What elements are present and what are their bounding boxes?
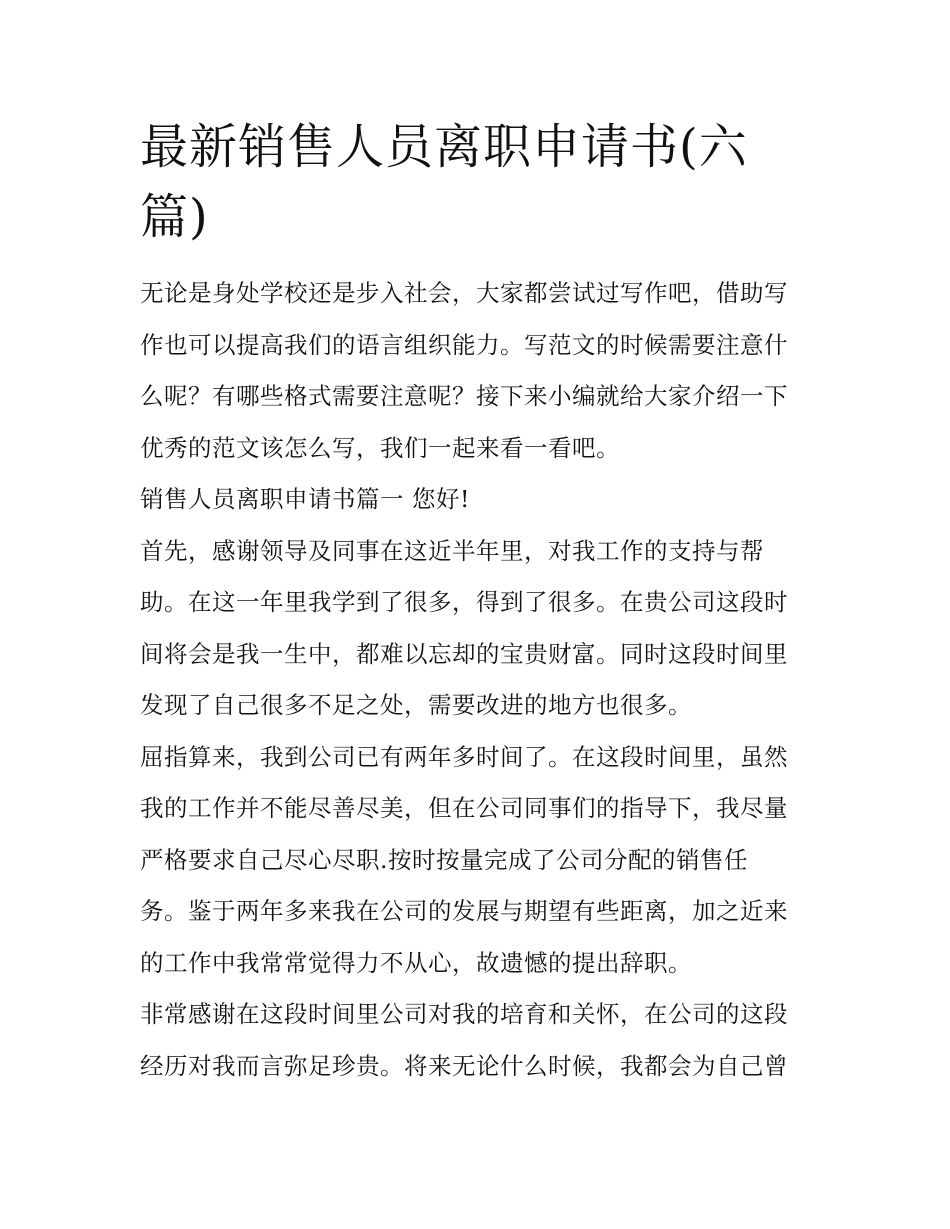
body-line: 屈指算来，我到公司已有两年多时间了。在这段时间里，虽然 — [140, 742, 788, 771]
document-body — [140, 268, 816, 1092]
body-line: 严格要求自己尽心尽职.按时按量完成了公司分配的销售任 — [140, 845, 748, 874]
body-line: 务。鉴于两年多来我在公司的发展与期望有些距离，加之近来 — [140, 897, 788, 925]
body-line: 无论是身处学校还是步入社会，大家都尝试过写作吧，借助写 — [140, 279, 788, 307]
body-line: 优秀的范文该怎么写，我们一起来看一看吧。 — [140, 433, 620, 462]
body-line: 发现了自己很多不足之处，需要改进的地方也很多。 — [140, 691, 692, 719]
body-line: 助。在这一年里我学到了很多，得到了很多。在贵公司这段时 — [140, 588, 788, 616]
body-line: 间将会是我一生中，都难以忘却的宝贵财富。同时这段时间里 — [140, 639, 788, 668]
document-content — [140, 112, 816, 1092]
body-line: 的工作中我常常觉得力不从心，故遗憾的提出辞职。 — [140, 948, 692, 977]
title-line: 篇) — [140, 189, 209, 245]
document-title — [140, 112, 816, 252]
body-line: 我的工作并不能尽善尽美，但在公司同事们的指导下，我尽量 — [140, 794, 788, 822]
body-line: 经历对我而言弥足珍贵。将来无论什么时候，我都会为自己曾 — [140, 1051, 788, 1080]
body-line: 非常感谢在这段时间里公司对我的培育和关怀，在公司的这段 — [140, 1000, 788, 1028]
body-line: 首先，感谢领导及同事在这近半年里，对我工作的支持与帮 — [140, 536, 764, 565]
body-line: 作也可以提高我们的语言组织能力。写范文的时候需要注意什 — [140, 330, 788, 359]
body-line: 么呢？有哪些格式需要注意呢？接下来小编就给大家介绍一下 — [140, 382, 788, 410]
section-heading-line: 销售人员离职申请书篇一 您好! — [140, 485, 470, 513]
title-line: 最新销售人员离职申请书(六 — [140, 119, 748, 175]
